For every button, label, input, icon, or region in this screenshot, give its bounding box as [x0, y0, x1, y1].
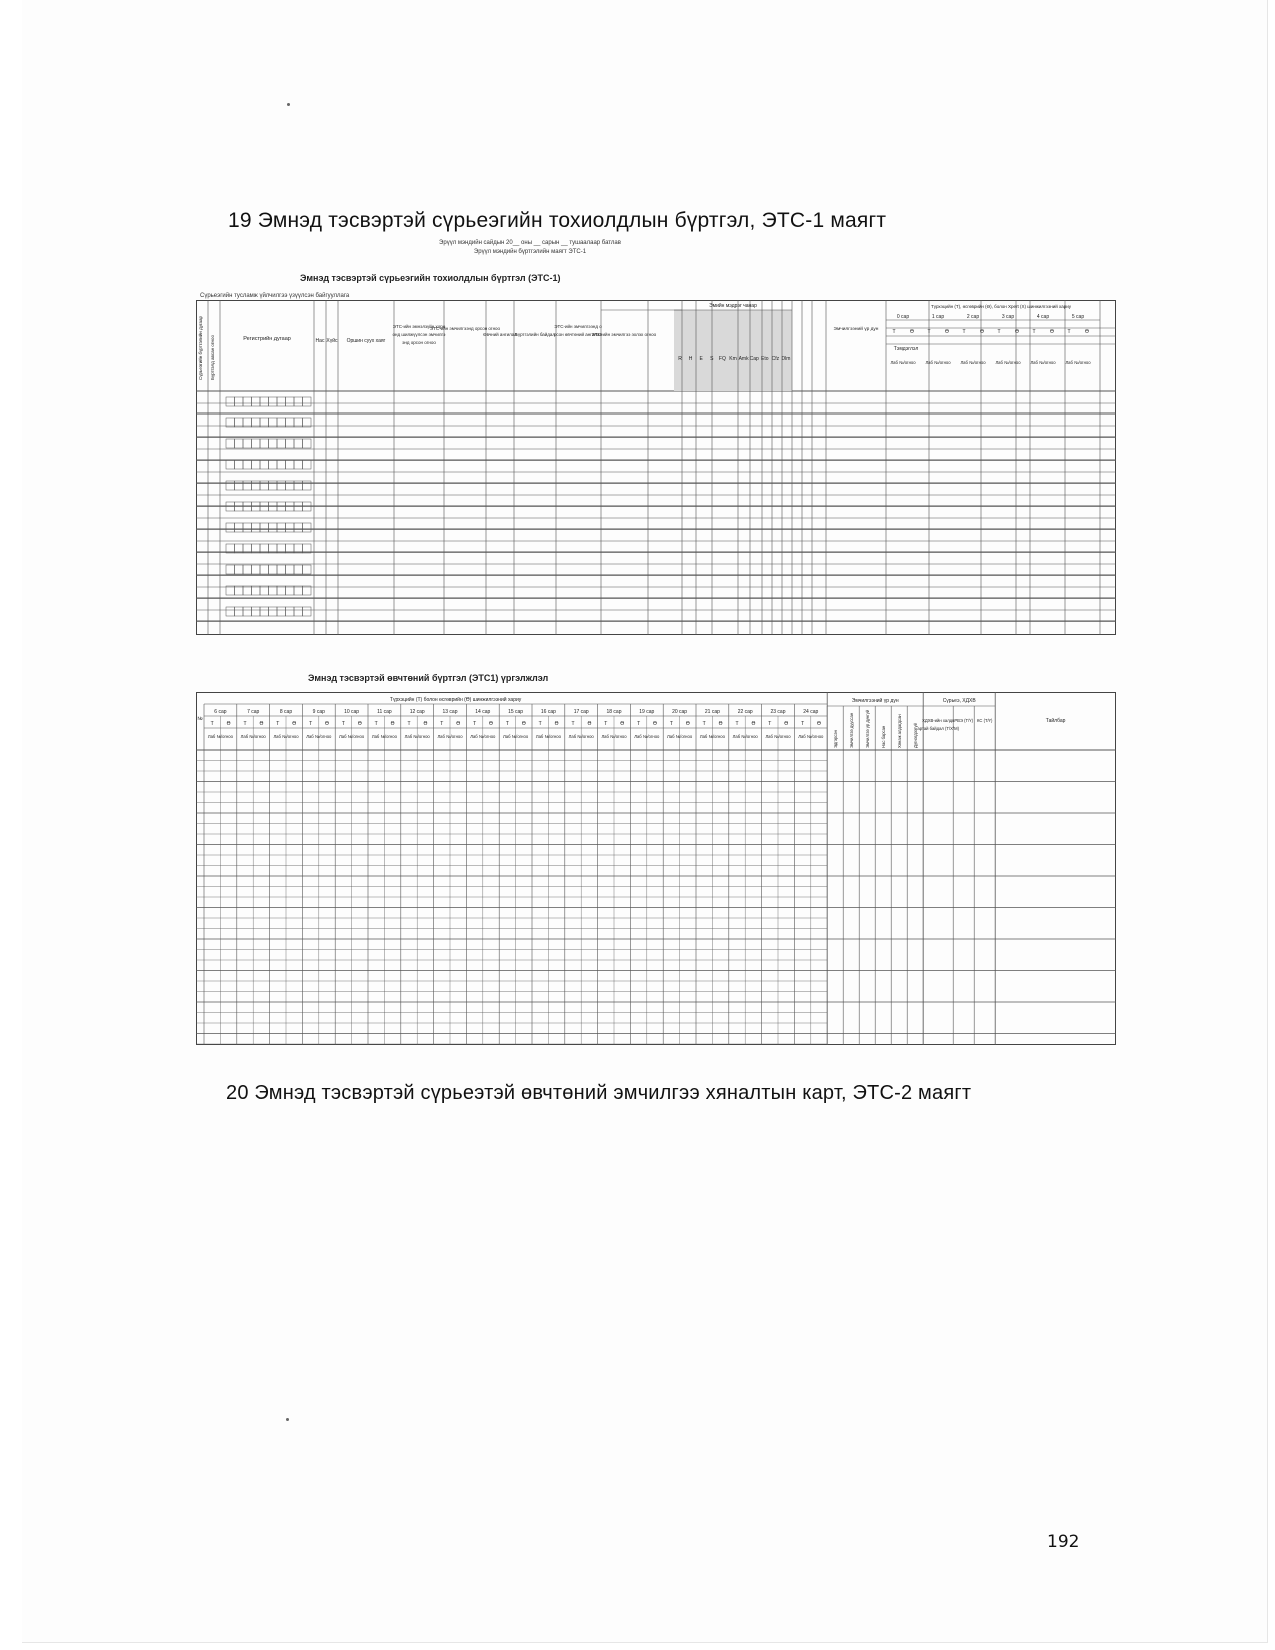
sub-t-label: Т	[309, 721, 313, 727]
outcome-label: Эмчилгээ дууссан	[849, 712, 855, 748]
sub-t-label: Т	[341, 721, 345, 727]
lab-label: Лаб №/огноо	[1065, 360, 1091, 365]
column-label-age: Нас	[315, 338, 325, 344]
reg-number-box	[235, 607, 244, 616]
outcome-label: Хянаж алдагдсан	[897, 714, 903, 748]
tbhiv-group-label: Сүрьеэ, ХДХВ	[942, 698, 976, 704]
sub-o-label: Ө	[1050, 329, 1054, 335]
reg-number-box	[260, 397, 269, 406]
reg-number-box	[277, 607, 286, 616]
month-label: 0 сар	[896, 314, 910, 320]
reg-number-box	[243, 607, 252, 616]
reg-number-box	[226, 397, 235, 406]
column-label-registration: Регистрийн дугаар	[243, 336, 291, 342]
reg-number-box	[252, 397, 261, 406]
reg-number-box	[235, 397, 244, 406]
sub-o-label: Ө	[456, 721, 461, 727]
reg-number-box	[303, 523, 312, 532]
sub-o-label: Ө	[489, 721, 493, 727]
sub-o-label: Ө	[718, 721, 723, 727]
sub-t-label: Т	[538, 721, 542, 727]
reg-number-box	[235, 565, 244, 574]
sub-o-label: Ө	[357, 721, 362, 727]
sub-o-label: Ө	[653, 721, 657, 727]
reg-number-box	[243, 439, 252, 448]
reg-number-box	[260, 586, 269, 595]
reg-number-box	[252, 523, 261, 532]
lab-label: Лаб №/огноо	[634, 734, 660, 739]
reg-number-box	[252, 418, 261, 427]
sub-t-label: Т	[735, 721, 739, 727]
column-label-disease-class: Өвчний ангилал	[483, 332, 517, 337]
sub-t-label: Т	[276, 721, 280, 727]
reg-number-box	[286, 565, 295, 574]
tbhiv-label: РВЭ (Т/Ү)	[954, 718, 974, 723]
reg-number-box	[226, 481, 235, 490]
lab-label: Лаб №/огноо	[1030, 360, 1056, 365]
month-label: 3 сар	[1001, 314, 1015, 320]
month-label: 22 сар	[737, 709, 753, 715]
lab-label: Лаб №/огноо	[601, 734, 627, 739]
reg-number-box	[235, 439, 244, 448]
month-label: 14 сар	[475, 709, 491, 715]
reg-number-box	[303, 460, 312, 469]
month-label: 2 сар	[966, 314, 980, 320]
sub-t-label: Т	[637, 721, 641, 727]
sub-o-label: Ө	[587, 721, 592, 727]
drug-label-s: S	[710, 356, 714, 362]
lab-label: Лаб №/огноо	[404, 734, 430, 739]
reg-number-box	[226, 565, 235, 574]
sub-o-label: Ө	[292, 721, 297, 727]
reg-number-box	[252, 481, 261, 490]
lab-label: Лаб №/огноо	[798, 734, 824, 739]
sub-t-label: Т	[571, 721, 575, 727]
sub-o-label: Ө	[554, 721, 559, 727]
reg-number-box	[235, 481, 244, 490]
sub-t-label: Т	[962, 329, 966, 335]
column-label-address: Оршин суух хаяг	[346, 338, 386, 344]
reg-number-box	[303, 418, 312, 427]
drug-label-eto: Eto	[761, 356, 769, 362]
sub-o-label: Ө	[945, 329, 949, 335]
lab-label: Лаб №/огноо	[306, 734, 332, 739]
column-label-start-date: ЭТС-ийн эмчилгээнд орсон огноо	[429, 326, 501, 331]
lab-label: Лаб №/огноо	[503, 734, 529, 739]
reg-number-box	[286, 460, 295, 469]
sub-o-label: Ө	[1015, 329, 1019, 335]
reg-number-box	[226, 439, 235, 448]
form1-register-table	[196, 300, 1116, 635]
reg-number-box	[277, 460, 286, 469]
table-frame	[197, 693, 1116, 1045]
tbhiv-label: ХДХВ-ийн халдв	[922, 718, 955, 723]
drug-label-cfz: Cfz	[771, 356, 780, 362]
reg-number-box	[235, 418, 244, 427]
reg-number-box	[226, 523, 235, 532]
drug-label-amk: Amk	[738, 356, 749, 362]
reg-number-box	[286, 586, 295, 595]
sub-o-label: Ө	[910, 329, 914, 335]
reg-number-box	[303, 565, 312, 574]
reg-number-box	[294, 439, 303, 448]
sub-t-label: Т	[927, 329, 931, 335]
reg-number-box	[294, 418, 303, 427]
month-label: 9 сар	[312, 709, 325, 715]
sub-t-label: Т	[702, 721, 706, 727]
reg-number-box	[294, 607, 303, 616]
sub-t-label: Т	[243, 721, 247, 727]
sub-t-label: Т	[210, 721, 214, 727]
sub-o-label: Ө	[521, 721, 526, 727]
sub-o-label: Ө	[620, 721, 625, 727]
month-label: 17 сар	[573, 709, 589, 715]
reg-number-box	[277, 418, 286, 427]
drug-label-km: Km	[729, 356, 737, 362]
sub-t-label: Т	[892, 329, 896, 335]
scan-speck	[287, 103, 290, 106]
table-frame	[197, 301, 1116, 635]
month-label: 16 сар	[540, 709, 556, 715]
sub-o-label: Ө	[751, 721, 756, 727]
reg-number-box	[252, 460, 261, 469]
column-label-patient-group: ЭТС-ийн эмчилгээнд о	[554, 324, 602, 329]
lab-label: Лаб №/огноо	[568, 734, 594, 739]
reg-number-box	[286, 418, 295, 427]
sub-o-label: Ө	[685, 721, 690, 727]
lab-label: Лаб №/огноо	[667, 734, 693, 739]
tbhiv-label: артай байдал (Т/Х/М)	[917, 726, 959, 731]
reg-number-box	[260, 460, 269, 469]
reg-number-box	[277, 439, 286, 448]
lab-label: Лаб №/огноо	[925, 360, 951, 365]
reg-number-box	[252, 607, 261, 616]
form1-header-note: Эрүүл мэндийн сайдын 20__ оны __ сарын __ тушаалаар батлав	[439, 240, 621, 246]
reg-number-box	[294, 397, 303, 406]
reg-number-box	[243, 586, 252, 595]
reg-number-box	[252, 439, 261, 448]
scan-speck	[286, 1418, 289, 1421]
reg-number-box	[260, 418, 269, 427]
month-label: 23 сар	[770, 709, 786, 715]
reg-number-box	[243, 460, 252, 469]
sub-o-label: Ө	[423, 721, 428, 727]
reg-number-box	[269, 397, 278, 406]
reg-number-box	[277, 586, 286, 595]
month-label: 12 сар	[409, 709, 425, 715]
month-label: 5 сар	[1071, 314, 1085, 320]
reg-number-box	[269, 607, 278, 616]
reg-number-box	[303, 397, 312, 406]
drug-label-r: R	[678, 356, 682, 362]
lab-label: Лаб №/огноо	[960, 360, 986, 365]
page-number: 192	[1047, 1532, 1080, 1552]
sub-o-label: Ө	[390, 721, 395, 727]
column-label-tb-number: Сүрьеэгийн бүртгэлийн дугаар	[198, 316, 203, 380]
drug-group-label: Эмийн мэдрэг чанар	[709, 303, 757, 309]
month-label: 11 сар	[377, 709, 392, 715]
reg-number-box	[277, 397, 286, 406]
column-label-registration-status: Бүртгэлийн байдал	[514, 332, 556, 337]
sub-t-label: Т	[768, 721, 772, 727]
reg-number-box	[294, 481, 303, 490]
month-label: 8 сар	[279, 709, 293, 715]
column-label-outcome: Эмчилгээний үр дүн	[833, 327, 879, 332]
reg-number-box	[235, 460, 244, 469]
form-heading-19: 19 Эмнэд тэсвэртэй сүрьеэгийн тохиолдлын бүртгэл, ЭТС-1 маягт	[228, 209, 887, 232]
row-number-label: №	[197, 716, 203, 722]
lab-label: Лаб №/огноо	[765, 734, 791, 739]
month-label: 18 сар	[606, 709, 622, 715]
reg-number-box	[269, 418, 278, 427]
reg-number-box	[294, 523, 303, 532]
month-label: 10 сар	[344, 709, 360, 715]
sub-o-label: Ө	[784, 721, 789, 727]
reg-number-box	[303, 439, 312, 448]
lab-label: Лаб №/огноо	[273, 734, 299, 739]
sub-o-label: Ө	[226, 721, 231, 727]
lab-label: Лаб №/огноо	[699, 734, 725, 739]
form2-continuation-table	[196, 692, 1116, 1045]
lab-label: Лаб №/огноо	[371, 734, 397, 739]
lab-label: Лаб №/огноо	[890, 360, 916, 365]
reg-number-box	[269, 586, 278, 595]
reg-number-box	[226, 586, 235, 595]
reg-number-box	[269, 523, 278, 532]
column-label-reg-date: Бүртгэлд авсан огноо	[210, 335, 215, 380]
lab-label: Лаб №/огноо	[207, 734, 233, 739]
lab-label: Лаб №/огноо	[240, 734, 266, 739]
month-label: 19 сар	[639, 709, 655, 715]
reg-number-box	[294, 586, 303, 595]
outcome-group-label: Эмчилгээний үр дүн	[851, 698, 899, 704]
reg-number-box	[243, 418, 252, 427]
reg-number-box	[260, 523, 269, 532]
reg-number-box	[243, 523, 252, 532]
month-label: 1 сар	[931, 314, 945, 320]
reg-number-box	[235, 523, 244, 532]
column-label-patient-group: рсон өвчтөний ангилал	[553, 332, 603, 337]
sub-t-label: Т	[604, 721, 608, 727]
lab-label: Лаб №/огноо	[437, 734, 463, 739]
form1-title: Эмнэд тэсвэртэй сүрьеэгийн тохиолдлын бүртгэл (ЭТС-1)	[300, 273, 561, 283]
drug-label-dlm: Dlm	[781, 356, 791, 362]
month-label: 24 сар	[803, 709, 819, 715]
reg-number-box	[286, 523, 295, 532]
reg-number-box	[277, 565, 286, 574]
reg-number-box	[260, 607, 269, 616]
reg-number-box	[277, 481, 286, 490]
sub-o-label: Ө	[325, 721, 329, 727]
sub-t-label: Т	[505, 721, 509, 727]
form1-header-note-2: Эрүүл мэндийн бүртгэлийн маягт ЭТС-1	[473, 249, 587, 255]
reg-number-box	[269, 439, 278, 448]
month-label: 21 сар	[704, 709, 720, 715]
sputum-group-label: Түрхэцийн (Т), өсгөврийн (Ө), болон Xpert (X) шинжилгээний хариу	[930, 304, 1072, 309]
lab-label: Лаб №/огноо	[535, 734, 561, 739]
sub-t-label: Т	[997, 329, 1001, 335]
reg-number-box	[260, 439, 269, 448]
outcome-label: Эмчилгээ үр дүнгүй	[865, 709, 871, 748]
lab-label: Лаб №/огноо	[470, 734, 496, 739]
reg-number-box	[252, 586, 261, 595]
reg-number-box	[294, 460, 303, 469]
sub-t-label: Т	[1067, 329, 1071, 335]
sputum-group-label: Түрхэцийн (Т) болон өсгөврийн (Ө) шинжилгээний хариу	[389, 697, 522, 703]
drug-label-fq: FQ	[718, 356, 726, 362]
outcome-label: Дүгнэгдээгүй	[913, 723, 919, 748]
column-label-notes: Тэмдэглэл	[893, 346, 919, 352]
reg-number-box	[226, 607, 235, 616]
reg-number-box	[243, 565, 252, 574]
form2-title: Эмнэд тэсвэртэй өвчтөний бүртгэл (ЭТС1) үргэлжлэл	[308, 673, 549, 683]
reg-number-box	[294, 565, 303, 574]
month-label: 15 сар	[508, 709, 524, 715]
lab-label: Лаб №/огноо	[339, 734, 365, 739]
sub-t-label: Т	[407, 721, 411, 727]
outcome-label: Эдгэрсэн	[833, 730, 839, 748]
sub-o-label: Ө	[1085, 329, 1089, 335]
tbhiv-label: КС (Т/Ү)	[976, 718, 993, 723]
month-label: 20 сар	[672, 709, 688, 715]
reg-number-box	[269, 565, 278, 574]
note-label: Тайлбар	[1045, 718, 1066, 724]
form-heading-20: 20 Эмнэд тэсвэртэй сүрьеэтэй өвчтөний эмчилгээ хяналтын карт, ЭТС-2 маягт	[226, 1082, 972, 1104]
sub-o-label: Ө	[817, 721, 821, 727]
month-label: 13 сар	[442, 709, 458, 715]
reg-number-box	[269, 481, 278, 490]
reg-number-box	[260, 565, 269, 574]
reg-number-box	[286, 607, 295, 616]
column-label-committee: онд шилжүүлсэн эмчилгэ	[392, 332, 446, 337]
sub-o-label: Ө	[980, 329, 984, 335]
column-label-treatment-start: ЭТС-ийн эмчилгээ эхлэх огноо	[591, 332, 657, 337]
reg-number-box	[252, 565, 261, 574]
reg-number-box	[303, 607, 312, 616]
reg-number-box	[286, 397, 295, 406]
sub-t-label: Т	[669, 721, 673, 727]
drug-label-e: E	[699, 356, 703, 362]
form1-org-line: Сүрьеэгийн тусламж үйлчилгээ үзүүлсэн байгууллага	[200, 293, 350, 299]
month-label: 6 сар	[214, 709, 227, 715]
sub-t-label: Т	[1032, 329, 1036, 335]
reg-number-box	[226, 418, 235, 427]
sub-t-label: Т	[801, 721, 805, 727]
reg-number-box	[226, 460, 235, 469]
sub-o-label: Ө	[259, 721, 264, 727]
sub-t-label: Т	[374, 721, 378, 727]
reg-number-box	[243, 397, 252, 406]
column-label-gender: Хүйс	[326, 338, 338, 344]
reg-number-box	[243, 481, 252, 490]
outcome-label: Нас барсан	[881, 725, 887, 748]
month-label: 7 сар	[247, 709, 260, 715]
column-label-committee: энд орсон огноо	[402, 340, 436, 345]
sub-t-label: Т	[473, 721, 477, 727]
reg-number-box	[303, 481, 312, 490]
reg-number-box	[277, 523, 286, 532]
column-label-committee: ЭТС-ийн эмнэлзүйн хоро	[392, 324, 446, 329]
lab-label: Лаб №/огноо	[995, 360, 1021, 365]
drug-label-cap: Cap	[749, 356, 759, 362]
reg-number-box	[286, 481, 295, 490]
reg-number-box	[260, 481, 269, 490]
reg-number-box	[269, 460, 278, 469]
drug-shade	[674, 310, 792, 391]
reg-number-box	[303, 586, 312, 595]
lab-label: Лаб №/огноо	[732, 734, 758, 739]
drug-label-h: H	[688, 356, 693, 362]
sub-t-label: Т	[440, 721, 444, 727]
reg-number-box	[286, 439, 295, 448]
month-label: 4 сар	[1036, 314, 1050, 320]
reg-number-box	[235, 586, 244, 595]
